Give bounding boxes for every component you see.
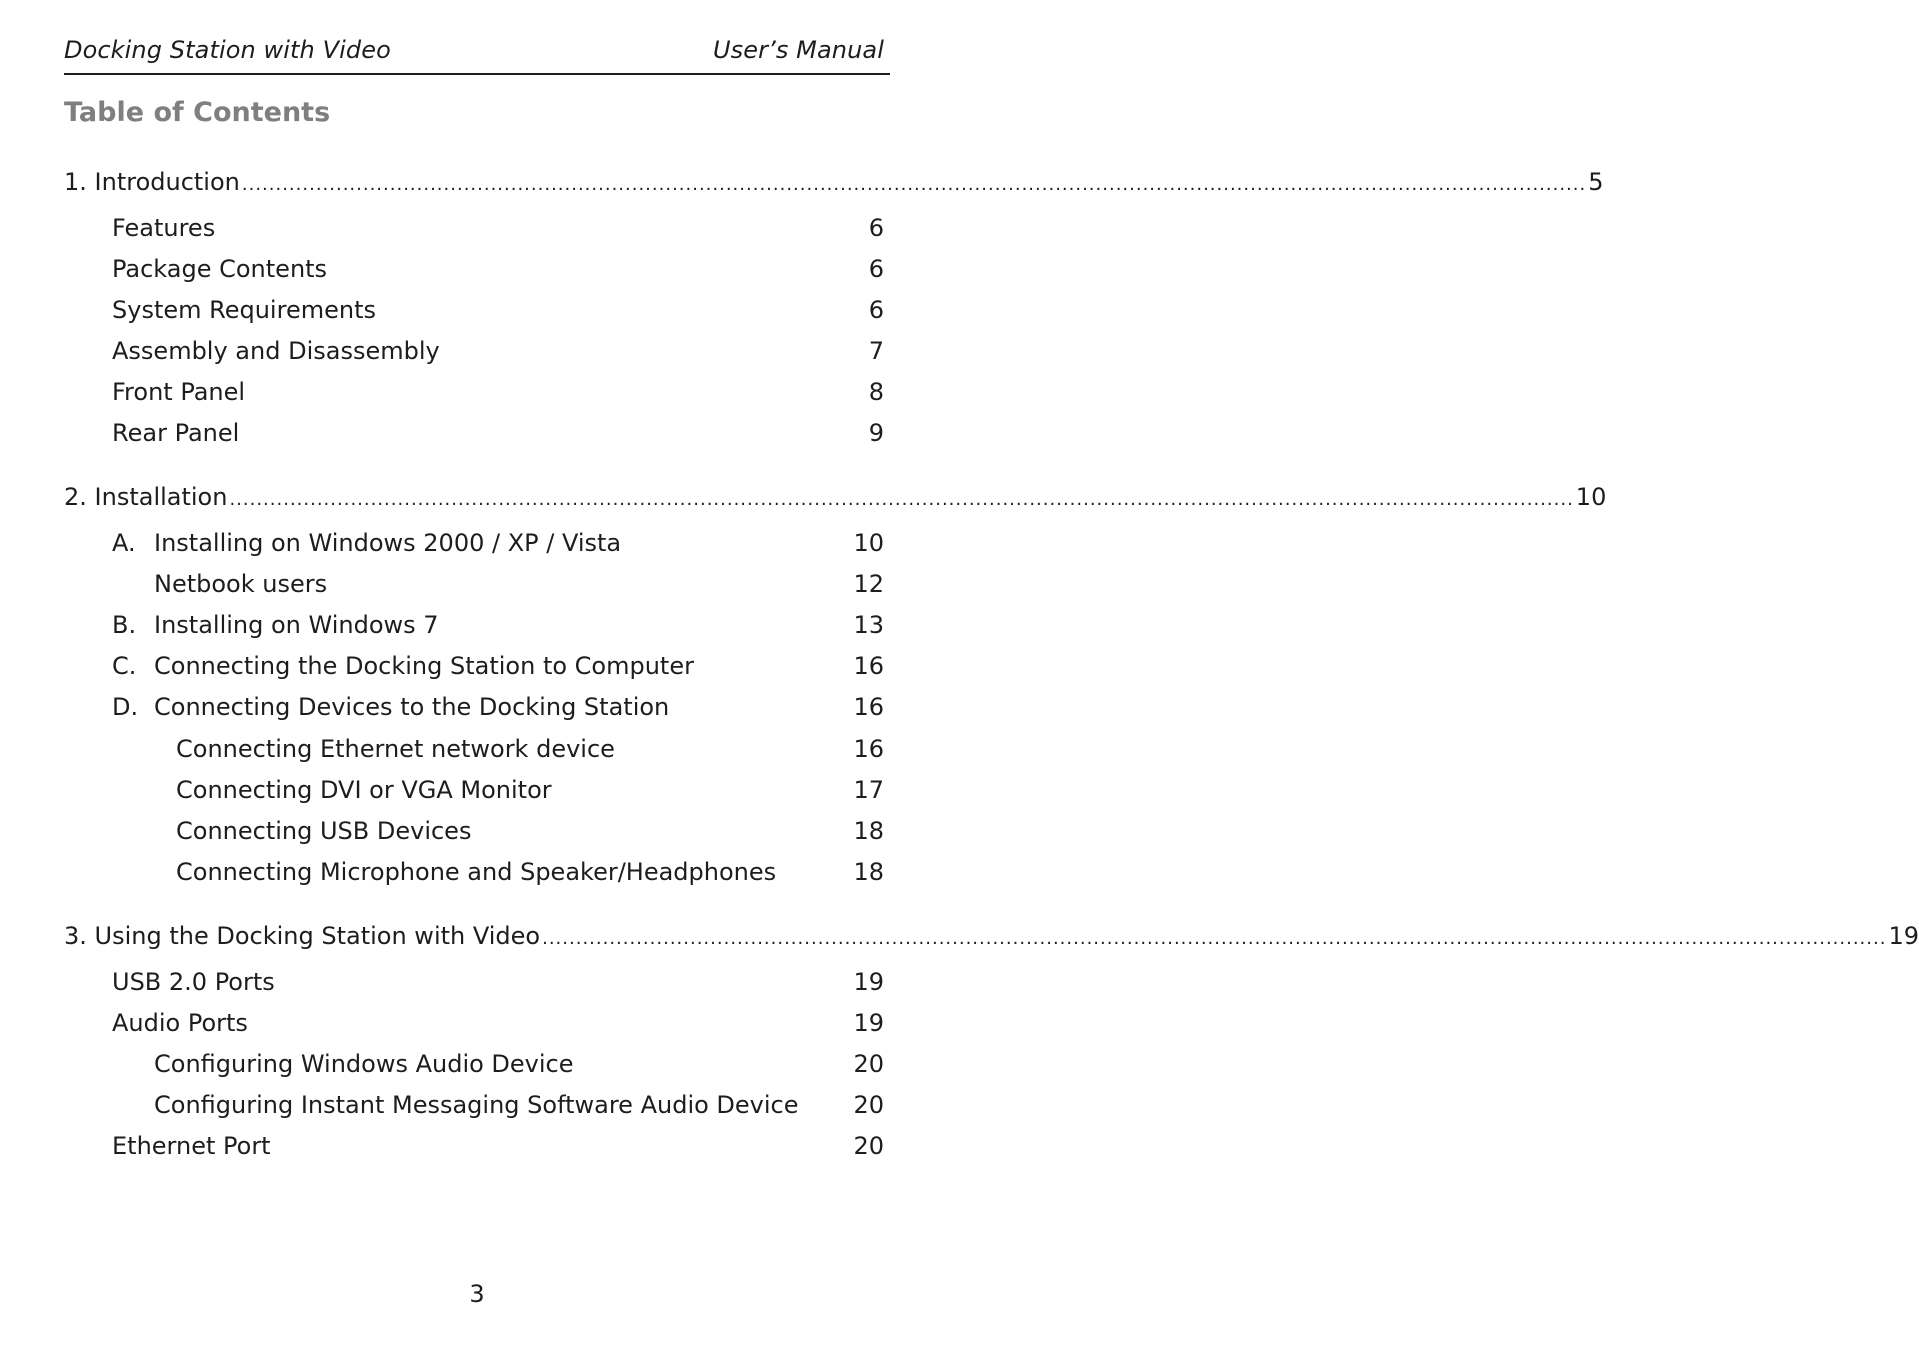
toc-entry[interactable] [154,1049,884,1079]
toc-entry-title: 1. Introduction [64,168,240,196]
toc-entry-letter: A. [112,529,136,557]
toc-entry[interactable] [112,295,884,325]
toc-entry-title: Front Panel [112,378,246,406]
header-manual-label: User’s Manual [713,36,884,64]
toc-entry-page: 13 [853,611,884,639]
toc-leader-dots: ........................................................................................................................................................................................................ [241,174,1587,195]
toc-entry-page: 20 [853,1091,884,1119]
toc-entry-page: 7 [868,337,884,365]
toc-entry[interactable] [112,213,884,243]
toc-entry-title: Netbook users [154,570,328,598]
toc-entry[interactable] [176,857,884,887]
toc-entry[interactable] [112,377,884,407]
toc-entry-letter: B. [112,611,137,639]
page-header [64,35,890,75]
toc-entry-page: 16 [853,693,884,721]
toc-entry-page: 19 [853,968,884,996]
toc-entry-title: Connecting Devices to the Docking Station [154,693,670,721]
toc-entry-title: Package Contents [112,255,328,283]
toc-entry-title: USB 2.0 Ports [112,968,275,996]
toc-entry-page: 12 [853,570,884,598]
toc-entry-title: Installing on Windows 2000 / XP / Vista [154,529,622,557]
toc-entry[interactable] [112,528,884,558]
toc-entry-title: Ethernet Port [112,1132,271,1160]
toc-entry-page: 19 [853,1009,884,1037]
toc-entry-page: 9 [868,419,884,447]
toc-entry-title: System Requirements [112,296,376,324]
toc-entry-title: Connecting USB Devices [176,817,472,845]
toc-entry-title: 2. Installation [64,483,228,511]
toc-entry[interactable] [112,651,884,681]
toc-entry-letter: D. [112,693,139,721]
page-number: 3 [469,1280,485,1308]
toc-entry-title: Rear Panel [112,419,240,447]
toc-heading: Table of Contents [64,97,331,128]
toc-entry[interactable] [112,1008,884,1038]
toc-entry-title: Connecting Microphone and Speaker/Headphones [176,858,777,886]
toc-leader-dots: ........................................................................................................................................................................................................ [229,489,1574,510]
toc-entry[interactable] [176,775,884,805]
toc-entry-letter: C. [112,652,137,680]
toc-entry-page: 19 [1888,922,1919,950]
toc-entry-title: 3. Using the Docking Station with Video [64,922,541,950]
toc-entry-title: Connecting the Docking Station to Computer [154,652,694,680]
toc-entry[interactable] [64,921,1919,951]
toc-entry-title: Assembly and Disassembly [112,337,440,365]
toc-entry[interactable] [176,734,884,764]
toc-leader-dots: ........................................................................................................................................................................................................ [542,928,1887,949]
toc-entry[interactable] [112,1131,884,1161]
toc-entry[interactable] [112,967,884,997]
toc-entry[interactable] [112,336,884,366]
toc-entry-page: 18 [853,817,884,845]
toc-entry-page: 6 [868,214,884,242]
toc-entry-title: Audio Ports [112,1009,248,1037]
toc-entry-title: Installing on Windows 7 [154,611,439,639]
toc-entry-page: 17 [853,776,884,804]
toc-entry[interactable] [64,167,1604,197]
toc-entry-page: 6 [868,296,884,324]
toc-entry[interactable] [154,1090,884,1120]
toc-entry-title: Connecting DVI or VGA Monitor [176,776,552,804]
toc-entry[interactable] [112,692,884,722]
toc-entry-page: 20 [853,1132,884,1160]
toc-entry[interactable] [112,254,884,284]
header-title: Docking Station with Video [64,36,391,64]
toc-entry-page: 6 [868,255,884,283]
toc-entry-page: 18 [853,858,884,886]
toc-entry-title: Configuring Windows Audio Device [154,1050,574,1078]
toc-entry-page: 5 [1588,168,1604,196]
toc-entry-page: 16 [853,735,884,763]
toc-entry[interactable] [176,816,884,846]
toc-entry-page: 10 [1575,483,1607,511]
toc-entry-page: 8 [868,378,884,406]
toc-entry-page: 10 [853,529,884,557]
toc-entry-title: Connecting Ethernet network device [176,735,615,763]
toc-entry-page: 20 [853,1050,884,1078]
toc-entry[interactable] [112,610,884,640]
toc-entry[interactable] [64,482,1607,512]
toc-entry-title: Configuring Instant Messaging Software Audio Device [154,1091,799,1119]
toc-entry-page: 16 [853,652,884,680]
toc-entry-title: Features [112,214,216,242]
toc-entry[interactable] [112,418,884,448]
toc-entry[interactable] [154,569,884,599]
